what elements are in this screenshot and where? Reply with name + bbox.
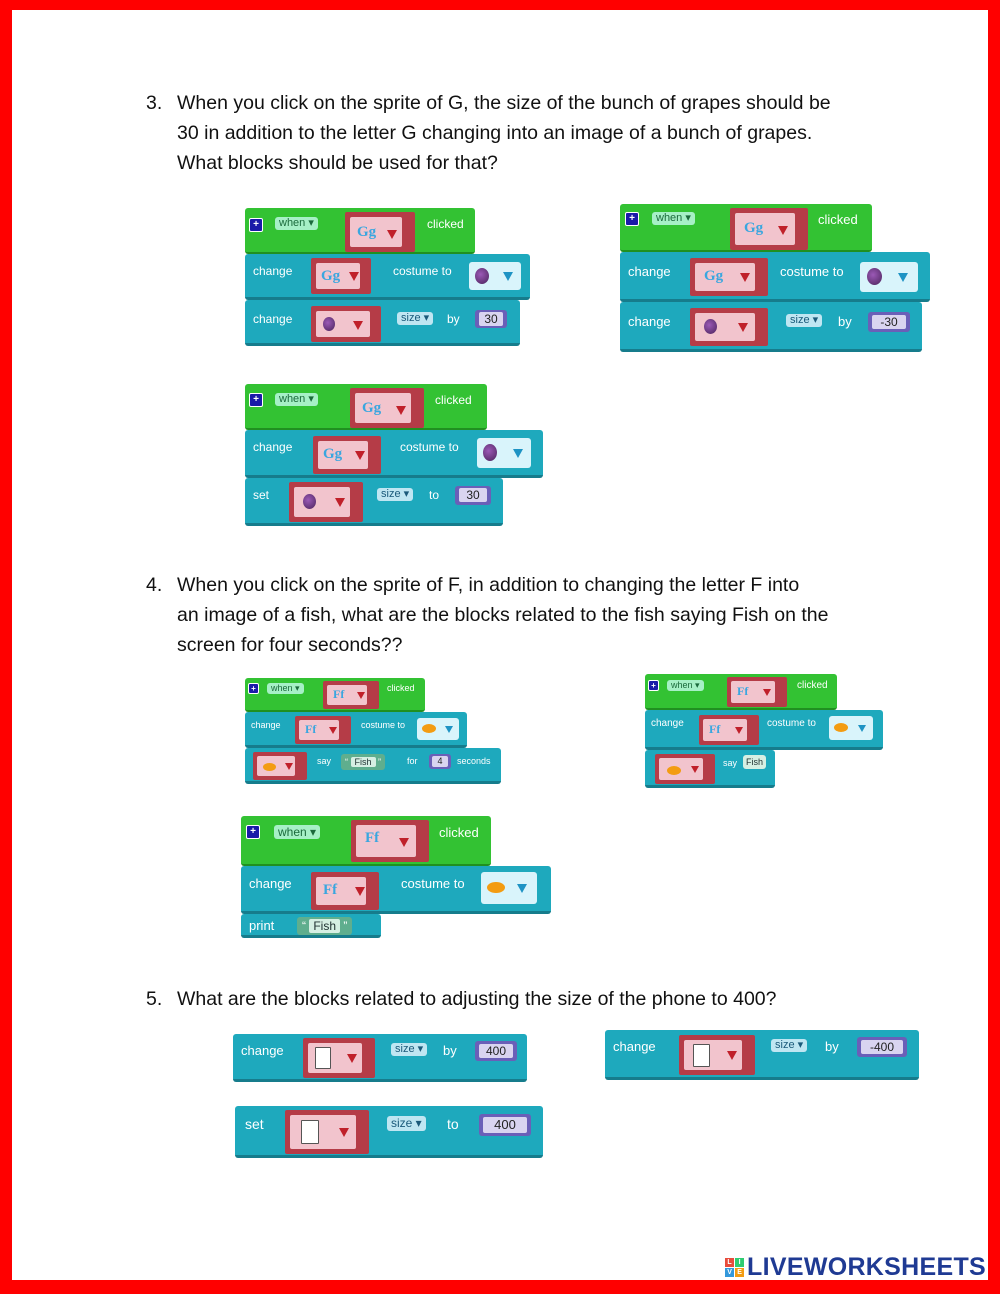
dropdown-arrow-icon — [353, 321, 363, 330]
grapes-icon — [867, 268, 882, 285]
fish-icon — [487, 882, 505, 893]
fish-icon — [263, 763, 276, 771]
dropdown-arrow-icon — [445, 726, 453, 733]
change-costume-block: change Ff costume to — [245, 712, 467, 748]
q5-option-a[interactable] — [233, 1034, 529, 1084]
dropdown-arrow-icon — [399, 838, 409, 847]
letter-g-sprite: Gg — [311, 258, 371, 294]
letter-f-sprite: Ff — [699, 715, 759, 745]
when-dropdown: when ▾ — [652, 212, 695, 225]
add-icon: + — [249, 218, 263, 232]
q3-option-a[interactable] — [245, 208, 535, 348]
dropdown-arrow-icon — [355, 451, 365, 460]
letter-f-sprite: Ff — [295, 716, 351, 744]
number-input: -30 — [868, 312, 910, 332]
text-input: “ Fish ” — [341, 754, 385, 770]
grapes-sprite — [690, 308, 768, 346]
size-dropdown: size ▾ — [771, 1039, 807, 1052]
dropdown-arrow-icon — [691, 766, 699, 773]
fish-icon — [422, 724, 436, 733]
q3-option-c[interactable] — [245, 384, 545, 528]
say-block: say Fish — [645, 750, 775, 788]
dropdown-arrow-icon — [738, 323, 748, 332]
change-size-block: change size ▾ by 30 — [245, 300, 520, 346]
question-text: When you click on the sprite of F, in addition to changing the letter F into an image of a fish, what are the blocks related to the fish saying Fish on the screen for four seconds?? — [177, 574, 829, 656]
grapes-costume — [860, 262, 918, 292]
q5-option-c[interactable] — [235, 1106, 545, 1160]
size-dropdown: size ▾ — [387, 1116, 426, 1131]
question-number: 3. — [146, 92, 163, 114]
dropdown-arrow-icon — [355, 887, 365, 896]
phone-icon — [693, 1044, 710, 1067]
dropdown-arrow-icon — [727, 1051, 737, 1060]
q4-option-b[interactable] — [645, 674, 885, 790]
dropdown-arrow-icon — [778, 226, 788, 235]
dropdown-arrow-icon — [396, 406, 406, 415]
change-size-block: change size ▾ by -400 — [605, 1030, 919, 1080]
logo-text: LIVEWORKSHEETS — [747, 1252, 986, 1281]
liveworksheets-logo — [725, 1254, 986, 1280]
letter-g-sprite: Gg — [313, 436, 381, 474]
q3-option-b[interactable] — [620, 204, 932, 354]
event-block: + when ▾ Gg clicked — [245, 208, 475, 254]
dropdown-arrow-icon — [740, 273, 750, 282]
change-costume-block: change Ff costume to — [645, 710, 883, 750]
number-input: 400 — [475, 1041, 517, 1061]
phone-sprite — [285, 1110, 369, 1154]
add-icon: + — [625, 212, 639, 226]
grapes-icon — [323, 317, 335, 331]
set-size-block: set size ▾ to 30 — [245, 478, 503, 526]
size-dropdown: size ▾ — [391, 1043, 427, 1056]
dropdown-arrow-icon — [735, 727, 743, 734]
grapes-icon — [483, 444, 497, 461]
change-costume-block: change Ff costume to — [241, 866, 551, 914]
size-dropdown: size ▾ — [377, 488, 413, 501]
letter-g-sprite: Gg — [730, 208, 808, 250]
change-size-block: change size ▾ by -30 — [620, 302, 922, 352]
when-dropdown: when ▾ — [275, 393, 318, 406]
add-icon: + — [648, 680, 659, 691]
size-dropdown: size ▾ — [397, 312, 433, 325]
dropdown-arrow-icon — [858, 725, 866, 732]
event-block: + when ▾ Ff clicked — [645, 674, 837, 710]
event-block: + when ▾ Gg clicked — [620, 204, 872, 252]
phone-icon — [301, 1120, 319, 1144]
number-input: 30 — [455, 486, 491, 505]
add-icon: + — [248, 683, 259, 694]
when-dropdown: when ▾ — [667, 680, 704, 691]
fish-icon — [834, 723, 848, 732]
when-dropdown: when ▾ — [275, 217, 318, 230]
grapes-costume — [477, 438, 531, 468]
letter-f-sprite: Ff — [351, 820, 429, 862]
size-dropdown: size ▾ — [786, 314, 822, 327]
change-costume-block: change Gg costume to — [245, 254, 530, 300]
letter-f-sprite: Ff — [323, 681, 379, 709]
fish-costume — [481, 872, 537, 904]
set-size-block: set size ▾ to 400 — [235, 1106, 543, 1158]
text-input: “ Fish ” — [297, 917, 352, 935]
fish-costume — [829, 716, 873, 740]
dropdown-arrow-icon — [513, 449, 523, 458]
grapes-icon — [704, 319, 717, 334]
question-number: 5. — [146, 988, 163, 1010]
add-icon: + — [246, 825, 260, 839]
dropdown-arrow-icon — [339, 1128, 349, 1137]
q5-option-b[interactable] — [605, 1030, 921, 1082]
number-input: 400 — [479, 1114, 531, 1136]
fish-sprite — [655, 754, 715, 784]
dropdown-arrow-icon — [763, 689, 771, 696]
dropdown-arrow-icon — [335, 498, 345, 507]
dropdown-arrow-icon — [503, 272, 513, 281]
text-input: Fish — [743, 755, 766, 769]
print-block: print “ Fish ” — [241, 914, 381, 938]
fish-costume — [417, 718, 459, 740]
grapes-costume — [469, 262, 521, 290]
grapes-icon — [475, 268, 489, 284]
number-input: -400 — [857, 1037, 907, 1057]
logo-mark: L I V E — [725, 1258, 744, 1277]
letter-g-sprite: Gg — [690, 258, 768, 296]
change-costume-block: change Gg costume to — [245, 430, 543, 478]
phone-sprite — [679, 1035, 755, 1075]
q4-option-c[interactable] — [241, 816, 553, 940]
q4-option-a[interactable] — [245, 678, 503, 786]
dropdown-arrow-icon — [387, 230, 397, 239]
say-block: say “ Fish ” for 4 seconds — [245, 748, 501, 784]
event-block: + when ▾ Ff clicked — [241, 816, 491, 866]
dropdown-arrow-icon — [517, 884, 527, 893]
letter-g-sprite: Gg — [350, 388, 424, 428]
letter-f-sprite: Ff — [311, 872, 379, 910]
dropdown-arrow-icon — [329, 727, 337, 734]
phone-icon — [315, 1047, 331, 1069]
question-number: 4. — [146, 574, 163, 596]
fish-sprite — [253, 752, 307, 780]
dropdown-arrow-icon — [357, 692, 365, 699]
when-dropdown: when ▾ — [267, 683, 304, 694]
add-icon: + — [249, 393, 263, 407]
grapes-icon — [303, 494, 316, 509]
question-text: What are the blocks related to adjusting the size of the phone to 400? — [177, 988, 777, 1010]
number-input: 4 — [429, 754, 451, 769]
event-block: + when ▾ Ff clicked — [245, 678, 425, 712]
fish-icon — [667, 766, 681, 775]
change-size-block: change size ▾ by 400 — [233, 1034, 527, 1082]
phone-sprite — [303, 1038, 375, 1078]
number-input: 30 — [475, 310, 507, 328]
when-dropdown: when ▾ — [274, 825, 320, 839]
letter-g-sprite: Gg — [345, 212, 415, 252]
dropdown-arrow-icon — [898, 273, 908, 282]
dropdown-arrow-icon — [347, 1054, 357, 1063]
dropdown-arrow-icon — [285, 763, 293, 770]
change-costume-block: change Gg costume to — [620, 252, 930, 302]
grapes-sprite — [289, 482, 363, 522]
letter-f-sprite: Ff — [727, 677, 787, 707]
question-text: When you click on the sprite of G, the size of the bunch of grapes should be 30 in addition to the letter G changing into an image of a bunch of grapes. What blocks should be used for that? — [177, 92, 831, 174]
dropdown-arrow-icon — [349, 272, 359, 281]
event-block: + when ▾ Gg clicked — [245, 384, 487, 430]
grapes-sprite — [311, 306, 381, 342]
